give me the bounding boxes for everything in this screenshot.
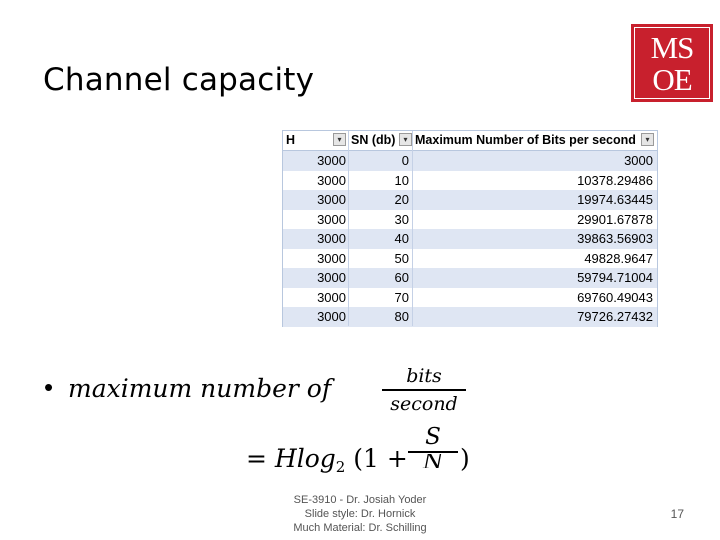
slide-title: Channel capacity xyxy=(43,62,315,98)
header-sn-db: SN (db) xyxy=(351,133,396,147)
formula-one-plus: (1 + xyxy=(345,444,408,473)
cell-max-bits: 69760.49043 xyxy=(577,289,653,305)
cell-h: 3000 xyxy=(317,153,346,168)
fraction-numerator: bits xyxy=(406,365,442,387)
table-row xyxy=(283,288,657,308)
signal-noise-fraction xyxy=(404,424,462,468)
cell-sn-db: 80 xyxy=(394,309,409,324)
cell-h: 3000 xyxy=(317,250,346,266)
logo-text-line1: MS xyxy=(650,30,694,65)
table-row xyxy=(283,249,657,269)
formula-hlog: = Hlog xyxy=(246,444,336,473)
cell-h: 3000 xyxy=(317,309,346,324)
fraction-bar xyxy=(382,389,466,391)
fraction-bar xyxy=(408,451,458,453)
header-h: H xyxy=(286,133,296,147)
table-row xyxy=(283,151,657,171)
formula-close-paren: ) xyxy=(460,444,470,473)
column-divider xyxy=(412,131,413,326)
filter-dropdown-icon[interactable]: ▾ xyxy=(399,133,412,146)
cell-max-bits: 19974.63445 xyxy=(577,192,653,207)
cell-sn-db: 10 xyxy=(394,172,409,188)
cell-h: 3000 xyxy=(317,289,346,305)
table-row xyxy=(283,268,657,288)
formula-line1: maximum number of xyxy=(68,374,332,403)
cell-sn-db: 60 xyxy=(394,270,409,285)
bits-per-second-fraction xyxy=(380,364,468,416)
cell-max-bits: 39863.56903 xyxy=(577,231,653,246)
cell-h: 3000 xyxy=(317,172,346,188)
cell-sn-db: 40 xyxy=(394,231,409,246)
slide-footer xyxy=(270,493,450,535)
table-header xyxy=(283,131,657,151)
cell-sn-db: 50 xyxy=(394,250,409,266)
cell-h: 3000 xyxy=(317,192,346,207)
table-row xyxy=(283,171,657,191)
cell-max-bits: 59794.71004 xyxy=(577,270,653,285)
cell-max-bits: 29901.67878 xyxy=(577,211,653,227)
cell-sn-db: 20 xyxy=(394,192,409,207)
msoe-logo xyxy=(631,24,713,102)
cell-h: 3000 xyxy=(317,211,346,227)
cell-h: 3000 xyxy=(317,231,346,246)
cell-max-bits: 3000 xyxy=(624,153,653,168)
formula-line2 xyxy=(246,444,408,476)
footer-course: SE-3910 - Dr. Josiah Yoder xyxy=(293,494,427,506)
table-row xyxy=(283,190,657,210)
logo-text-line2: OE xyxy=(652,62,692,97)
footer-style-credit: Slide style: Dr. Hornick xyxy=(304,508,416,520)
cell-h: 3000 xyxy=(317,270,346,285)
table-row xyxy=(283,210,657,230)
log-base: 2 xyxy=(335,458,346,476)
bullet-marker: • xyxy=(44,372,54,402)
page-number: 17 xyxy=(670,507,684,521)
footer-material-credit: Much Material: Dr. Schilling xyxy=(293,522,427,534)
cell-max-bits: 49828.9647 xyxy=(584,250,653,266)
cell-sn-db: 70 xyxy=(394,289,409,305)
header-max-bits: Maximum Number of Bits per second xyxy=(415,133,636,147)
column-divider xyxy=(348,131,349,326)
cell-sn-db: 30 xyxy=(394,211,409,227)
table-row xyxy=(283,307,657,327)
table-row xyxy=(283,229,657,249)
fraction-denominator: N xyxy=(422,454,444,468)
filter-dropdown-icon[interactable]: ▾ xyxy=(333,133,346,146)
capacity-table xyxy=(282,130,658,327)
fraction-numerator: S xyxy=(425,424,441,450)
fraction-denominator: second xyxy=(390,393,458,415)
filter-dropdown-icon[interactable]: ▾ xyxy=(641,133,654,146)
cell-max-bits: 79726.27432 xyxy=(577,309,653,324)
cell-sn-db: 0 xyxy=(401,153,409,168)
cell-max-bits: 10378.29486 xyxy=(577,172,653,188)
